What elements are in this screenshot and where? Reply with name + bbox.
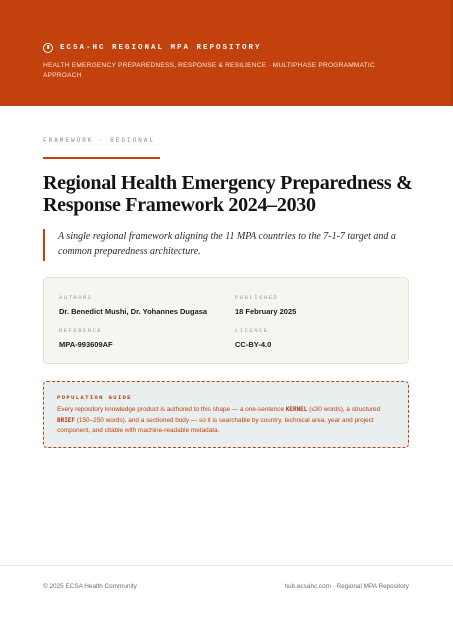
guide-text-part: Every repository knowledge product is authored to this shape — a one-sentence — [57, 406, 286, 413]
meta-authors-label: AUTHORS — [59, 294, 93, 301]
metadata-card — [43, 277, 409, 364]
guide-text-part: (150–250 words), and a sectioned body — so it is searchable by country, technical area, year and project component, and citable with machine-readable metadata. — [57, 416, 374, 434]
meta-reference — [59, 327, 113, 349]
meta-authors — [59, 294, 207, 316]
kernel-keyword: KERNEL — [285, 406, 308, 413]
brand[interactable] — [43, 42, 262, 54]
population-guide-title: POPULATION GUIDE — [57, 394, 132, 401]
meta-authors-value: Dr. Benedict Mushi, Dr. Yohannes Dugasa — [59, 307, 208, 316]
meta-reference-value: MPA-993609AF — [59, 340, 113, 349]
meta-licence-value: CC-BY-4.0 — [235, 340, 272, 349]
brand-name: ECSA-HC REGIONAL MPA REPOSITORY — [60, 44, 262, 52]
meta-published — [235, 294, 296, 316]
meta-licence — [235, 327, 271, 349]
population-guide-text — [57, 405, 395, 437]
meta-published-label: PUBLISHED — [235, 294, 279, 301]
footer-copyright: © 2025 ECSA Health Community — [43, 583, 137, 590]
power-icon — [43, 43, 53, 53]
guide-text-part: (≤30 words), a structured — [307, 406, 381, 413]
population-guide — [43, 381, 409, 448]
meta-licence-label: LICENCE — [235, 327, 269, 334]
meta-reference-label: REFERENCE — [59, 327, 103, 334]
footer-divider — [0, 565, 453, 566]
footer-site-link[interactable]: hub.ecsahc.com · Regional MPA Repository — [284, 583, 409, 590]
meta-published-value: 18 February 2025 — [235, 307, 297, 316]
brand-tagline: HEALTH EMERGENCY PREPAREDNESS, RESPONSE & RESILIENCE · MULTIPHASE PROGRAMMATIC APPROACH — [43, 62, 375, 79]
header-banner — [0, 0, 453, 106]
document-type-eyebrow: FRAMEWORK · REGIONAL — [43, 137, 156, 144]
page-title: Regional Health Emergency Preparedness & Response Framework 2024–2030 — [43, 172, 413, 216]
accent-rule — [43, 157, 160, 159]
document-summary: A single regional framework aligning the 11 MPA countries to the 7-1-7 target and a common preparedness architecture. — [43, 229, 409, 261]
brief-keyword: BRIEF — [57, 416, 76, 424]
